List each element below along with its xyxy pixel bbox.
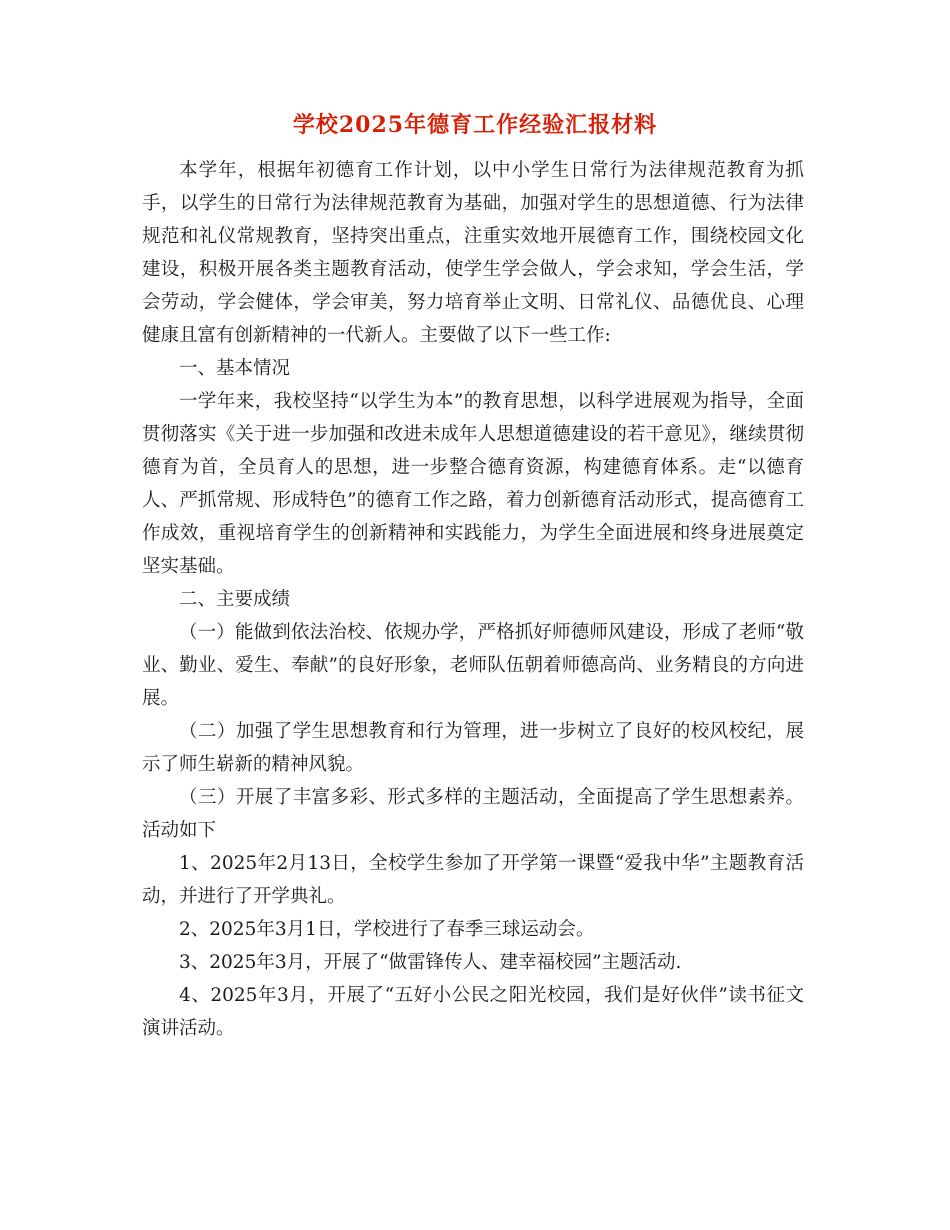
activity-item-4: 4、2025年3月，开展了“五好小公民之阳光校园，我们是好伙伴”读书征文演讲活动。 — [142, 985, 804, 1039]
activity-item-3: 3、2025年3月，开展了“做雷锋传人、建幸福校园”主题活动. — [179, 952, 682, 973]
basic-situation-paragraph: 一学年来，我校坚持“以学生为本”的教育思想，以科学进展观为指导，全面贯彻落实《关于进一步加强和改进未成年人思想道德建设的若干意见》，继续贯彻德育为首，全员育人的思想，进一步整合德育资源，构建德育体系。走“以德育人、严抓常规、形成特色”的德育工作之路，着力创新德育活动形式，提高德育工作成效，重视培育学生的创新精神和实践能力，为学生全面进展和终身进展奠定坚实基础。 — [142, 391, 804, 577]
achievement-item-1: （一）能做到依法治校、依规办学，严格抓好师德师风建设，形成了老师“敬业、勤业、爱生、奉献”的良好形象，老师队伍朝着师德高尚、业务精良的方向进展。 — [142, 622, 804, 709]
achievement-item-3: （三）开展了丰富多彩、形式多样的主题活动，全面提高了学生思想素养。活动如下 — [142, 787, 804, 841]
activity-item-1: 1、2025年2月13日，全校学生参加了开学第一课暨“爱我中华”主题教育活动，并进行了开学典礼。 — [142, 853, 804, 907]
section-heading-basic-situation: 一、基本情况 — [179, 358, 291, 379]
document-body — [142, 154, 804, 1045]
achievement-item-2: （二）加强了学生思想教育和行为管理，进一步树立了良好的校风校纪，展示了师生崭新的精神风貌。 — [142, 721, 804, 775]
activity-item-2: 2、2025年3月1日，学校进行了春季三球运动会。 — [179, 919, 595, 940]
section-heading-main-achievements: 二、主要成绩 — [179, 589, 291, 610]
document-title: 学校2025年德育工作经验汇报材料 — [292, 112, 658, 138]
intro-paragraph: 本学年，根据年初德育工作计划，以中小学生日常行为法律规范教育为抓手，以学生的日常行为法律规范教育为基础，加强对学生的思想道德、行为法律规范和礼仪常规教育，坚持突出重点，注重实效地开展德育工作，围绕校园文化建设，积极开展各类主题教育活动，使学生学会做人，学会求知，学会生活，学会劳动，学会健体，学会审美，努力培育举止文明、日常礼仪、品德优良、心理健康且富有创新精神的一代新人。主要做了以下一些工作: — [142, 160, 804, 346]
